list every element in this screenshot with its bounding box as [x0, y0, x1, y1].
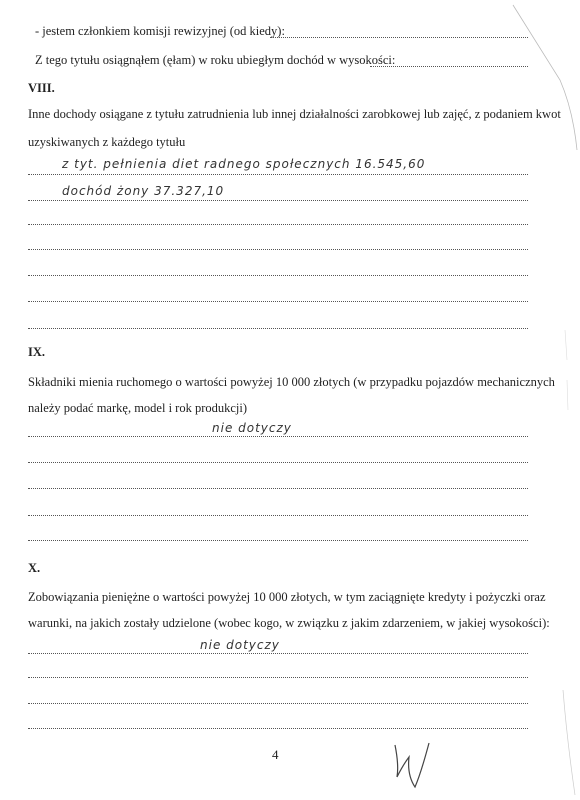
- signature-initials: [385, 735, 445, 795]
- section-ix-text-line1: Składniki mienia ruchomego o wartości powyżej 10 000 złotych (w przypadku pojazdów mechanicznych: [28, 375, 555, 389]
- section-viii-line[interactable]: [28, 301, 528, 302]
- section-ix-line[interactable]: [28, 540, 528, 541]
- income-from-title-label: Z tego tytułu osiągnąłem (ęłam) w roku ubiegłym dochód w wysokości:: [35, 53, 396, 67]
- section-ix-line[interactable]: [28, 515, 528, 516]
- section-viii-text-line1: Inne dochody osiągane z tytułu zatrudnienia lub innej działalności zarobkowej lub zajęć, z podaniem kwot: [28, 107, 561, 121]
- scan-edge-mark: [505, 0, 580, 800]
- section-viii-line[interactable]: [28, 200, 528, 201]
- section-viii-line[interactable]: [28, 249, 528, 250]
- section-viii-line[interactable]: [28, 224, 528, 225]
- page-number: 4: [272, 747, 279, 762]
- section-viii-handwritten-2: dochód żony 37.327,10: [62, 184, 225, 198]
- section-x-heading: X.: [28, 561, 41, 575]
- commission-member-field[interactable]: [270, 37, 528, 38]
- section-ix-line[interactable]: [28, 436, 528, 437]
- section-ix-text-line2: należy podać markę, model i rok produkcji): [28, 401, 248, 415]
- section-x-text-line1: Zobowiązania pieniężne o wartości powyżej 10 000 złotych, w tym zaciągnięte kredyty i pożyczki oraz: [28, 590, 546, 604]
- section-x-handwritten: nie dotyczy: [200, 638, 280, 652]
- section-ix-handwritten: nie dotyczy: [212, 421, 292, 435]
- section-ix-heading: IX.: [28, 345, 46, 359]
- section-viii-handwritten-1: z tyt. pełnienia diet radnego społecznych 16.545,60: [62, 157, 426, 171]
- section-ix-line[interactable]: [28, 462, 528, 463]
- section-viii-line[interactable]: [28, 174, 528, 175]
- section-x-line[interactable]: [28, 703, 528, 704]
- section-x-text-line2: warunki, na jakich zostały udzielone (wobec kogo, w związku z jakim zdarzeniem, w jakiej wysokości):: [28, 616, 550, 630]
- section-viii-line[interactable]: [28, 328, 528, 329]
- section-viii-heading: VIII.: [28, 81, 55, 95]
- section-x-line[interactable]: [28, 653, 528, 654]
- section-ix-line[interactable]: [28, 488, 528, 489]
- section-x-line[interactable]: [28, 728, 528, 729]
- commission-member-label: - jestem członkiem komisji rewizyjnej (od kiedy):: [35, 24, 285, 38]
- section-viii-text-line2: uzyskiwanych z każdego tytułu: [28, 135, 186, 149]
- section-x-line[interactable]: [28, 677, 528, 678]
- section-viii-line[interactable]: [28, 275, 528, 276]
